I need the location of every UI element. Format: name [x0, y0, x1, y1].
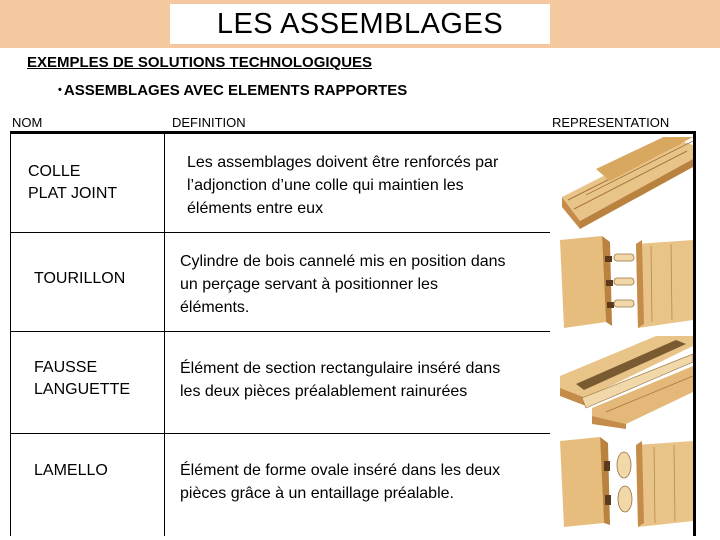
nom-line: LAMELLO — [34, 462, 108, 479]
table-row-definition — [187, 151, 498, 220]
table-row-nom — [34, 357, 130, 401]
glued-boards-illustration — [556, 137, 693, 230]
header-definition: DEFINITION — [172, 115, 246, 130]
row-divider-2 — [10, 331, 550, 332]
section-heading — [58, 82, 407, 99]
definition-line: Les assemblages doivent être renforcés par — [187, 154, 499, 171]
nom-line: TOURILLON — [34, 270, 126, 287]
row-divider-3 — [10, 433, 550, 434]
table-row-definition — [180, 250, 506, 319]
definition-line: Élément de forme ovale inséré dans les deux — [180, 462, 501, 479]
biscuit-joint-illustration — [556, 435, 693, 528]
loose-tongue-illustration — [556, 336, 693, 429]
table-border-right — [693, 131, 696, 536]
header-nom: NOM — [12, 115, 43, 130]
subtitle: EXEMPLES DE SOLUTIONS TECHNOLOGIQUES — [27, 54, 373, 71]
table-border-left — [10, 131, 11, 536]
definition-line: éléments entre eux — [187, 200, 324, 217]
definition-line: Élément de section rectangulaire inséré dans — [180, 360, 501, 377]
definition-line: l’adjonction d’une colle qui maintien les — [187, 177, 464, 194]
table-row-definition — [180, 357, 500, 403]
nom-line: LANGUETTE — [34, 381, 131, 398]
table-row-nom — [34, 460, 108, 482]
header-representation: REPRESENTATION — [552, 115, 670, 130]
column-divider-1 — [164, 131, 165, 536]
nom-line: PLAT JOINT — [28, 185, 118, 202]
definition-line: les deux pièces préalablement rainurées — [180, 383, 468, 400]
row-divider-1 — [10, 232, 550, 233]
title-bar — [0, 0, 720, 48]
nom-line: COLLE — [28, 163, 81, 180]
definition-line: un perçage servant à positionner les — [180, 276, 438, 293]
definition-line: pièces grâce à un entaillage préalable. — [180, 485, 454, 502]
definition-line: éléments. — [180, 299, 250, 316]
bullet-icon: • — [58, 84, 62, 96]
dowel-joint-illustration — [556, 236, 693, 329]
table-row-definition — [180, 459, 500, 505]
section-label: ASSEMBLAGES AVEC ELEMENTS RAPPORTES — [63, 82, 408, 99]
table-row-nom — [34, 268, 125, 290]
definition-line: Cylindre de bois cannelé mis en position dans — [180, 253, 506, 270]
table-row-nom — [28, 161, 117, 205]
nom-line: FAUSSE — [34, 359, 98, 376]
page-title: LES ASSEMBLAGES — [170, 4, 550, 44]
header-divider — [10, 131, 696, 134]
